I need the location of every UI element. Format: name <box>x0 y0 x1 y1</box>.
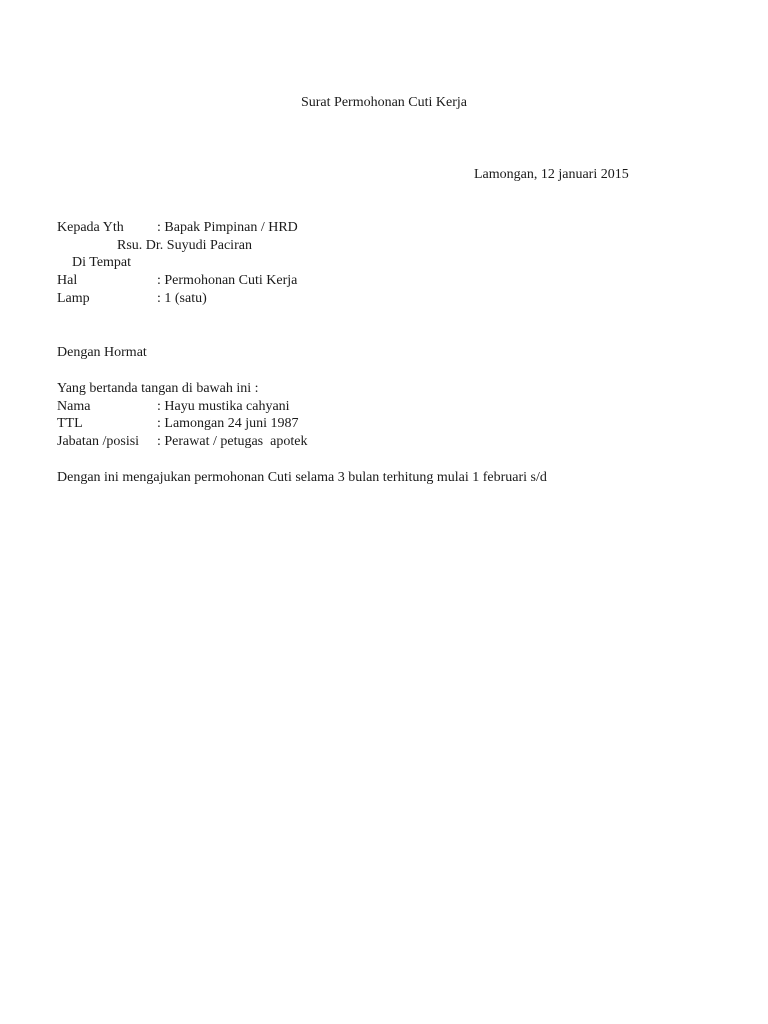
greeting: Dengan Hormat <box>57 345 147 360</box>
intro-text: Yang bertanda tangan di bawah ini : <box>57 381 259 396</box>
recipient-institution: Rsu. Dr. Suyudi Paciran <box>117 238 252 253</box>
recipient-label: Kepada Yth <box>57 220 124 235</box>
field-value: : Hayu mustika cahyani <box>157 399 290 414</box>
body-text: Dengan ini mengajukan permohonan Cuti selama 3 bulan terhitung mulai 1 februari s/d <box>57 470 547 485</box>
field-label: TTL <box>57 416 83 431</box>
subject-row <box>57 272 297 290</box>
recipient-value: : Bapak Pimpinan / HRD <box>157 220 298 235</box>
field-value: : Perawat / petugas apotek <box>157 434 308 449</box>
attachment-row <box>57 290 207 308</box>
attachment-label: Lamp <box>57 291 90 306</box>
field-value: : Lamongan 24 juni 1987 <box>157 416 299 431</box>
field-row-ttl <box>57 415 299 433</box>
field-row-position <box>57 433 307 451</box>
field-label: Jabatan /posisi <box>57 434 140 449</box>
subject-value: : Permohonan Cuti Kerja <box>157 273 298 288</box>
attachment-value: : 1 (satu) <box>157 291 207 306</box>
field-label: Nama <box>57 399 91 414</box>
place-date: Lamongan, 12 januari 2015 <box>474 167 629 182</box>
field-row-name <box>57 398 290 416</box>
letter-title: Surat Permohonan Cuti Kerja <box>300 95 468 110</box>
recipient-row <box>57 219 298 237</box>
recipient-location: Di Tempat <box>72 255 132 270</box>
subject-label: Hal <box>57 273 78 288</box>
